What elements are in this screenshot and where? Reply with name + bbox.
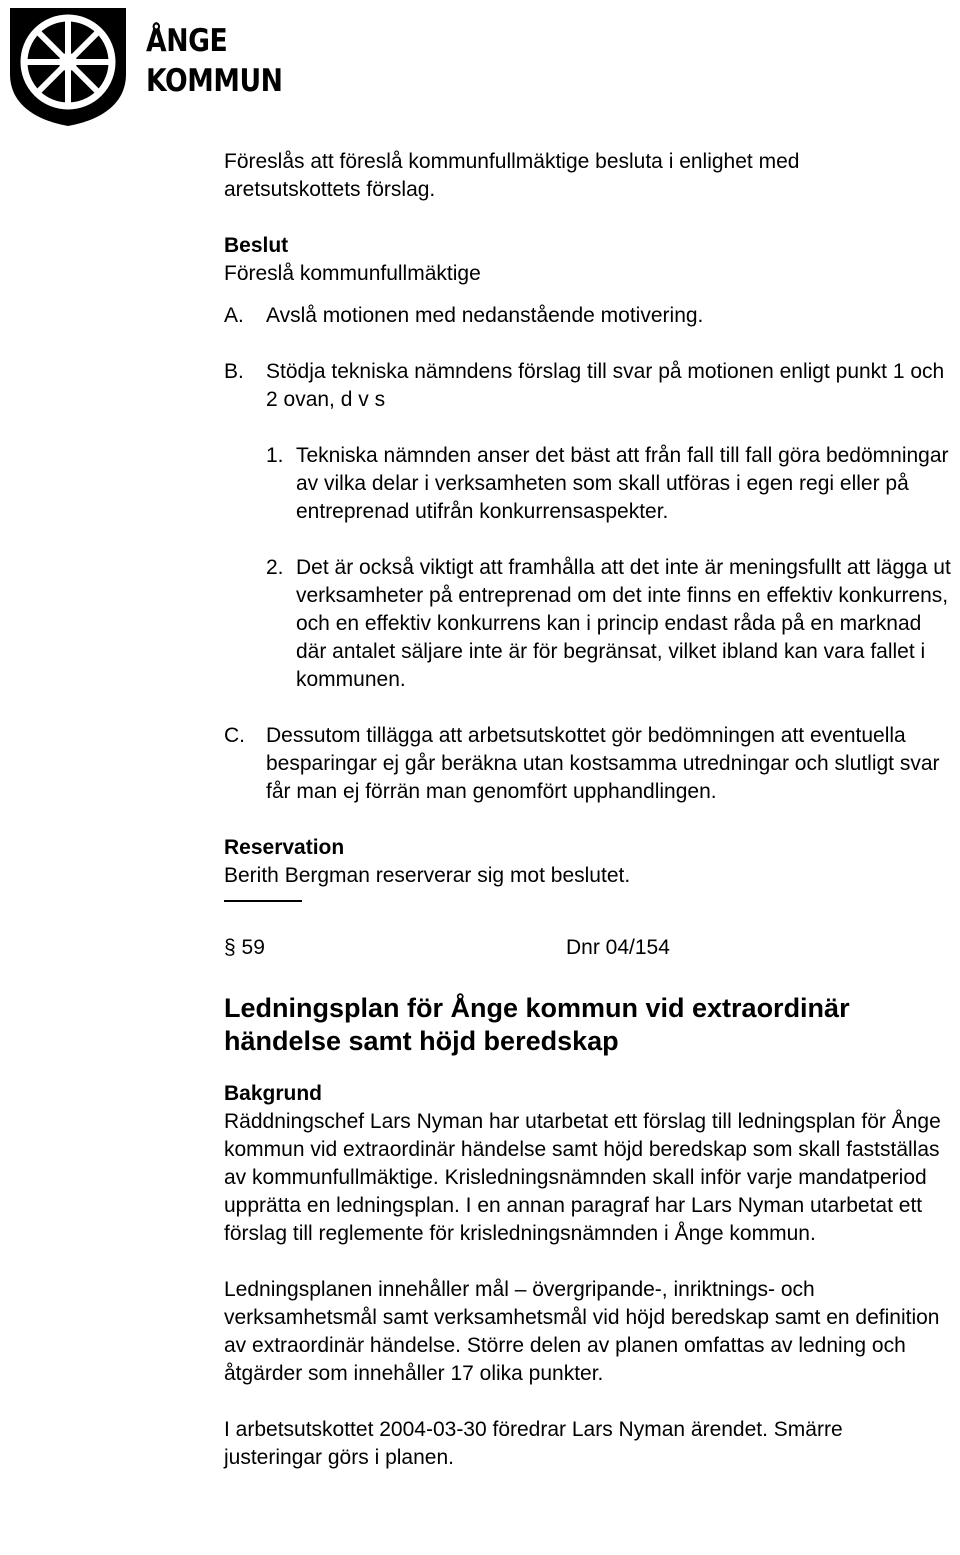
- list-item-1: [266, 442, 956, 526]
- list-label-1: 1.: [266, 444, 284, 467]
- diarienummer: Dnr 04/154: [566, 936, 670, 959]
- list-item-a: [224, 302, 954, 330]
- list-label-c: C.: [224, 724, 245, 747]
- list-label-2: 2.: [266, 556, 284, 579]
- list-text-2: Det är också viktigt att framhålla att det inte är meningsfullt att lägga ut verksamheter på entreprenad om det inte finns en effektiv konkurrens, och en effektiv konkurrens kan i princip endast råda på en marknad där antalet säljare inte är för begränsat, vilket ibland kan vara fallet i kommunen.: [296, 556, 951, 691]
- bakgrund-paragraph-1: Räddningschef Lars Nyman har utarbetat ett förslag till ledningsplan för Ånge kommun vid extraordinär händelse samt höjd beredskap som skall fastställas av kommunfullmäktige. Krisledningsnämnden skall inför varje mandatperiod upprätta en ledningsplan. I en annan paragraf har Lars Nyman utarbetat ett förslag till reglemente för krisledningsnämnden i Ånge kommun.: [224, 1110, 941, 1245]
- list-text-a: Avslå motionen med nedanstående motivering.: [266, 304, 704, 327]
- municipality-logo: [6, 4, 283, 126]
- list-item-b: [224, 358, 946, 414]
- bakgrund-paragraph-2: Ledningsplanen innehåller mål – övergripande-, inriktnings- och verksamhetsmål samt verksamhetsmål vid höjd beredskap samt en definition av extraordinär händelse. Större delen av planen omfattas av ledning och åtgärder som innehåller 17 olika punkter.: [224, 1278, 940, 1385]
- section-reference-row: [224, 934, 954, 962]
- beslut-heading: Beslut: [224, 234, 289, 257]
- reservation-text: Berith Bergman reserverar sig mot beslutet.: [224, 864, 631, 887]
- list-item-c: [224, 722, 946, 806]
- logo-text-ange: ÅNGE: [146, 23, 228, 59]
- section-divider: [224, 900, 302, 902]
- list-text-1: Tekniska nämnden anser det bäst att från fall till fall göra bedömningar av vilka delar i verksamheten som skall utföras i egen regi eller på entreprenad utifrån konkurrensaspekter.: [296, 444, 949, 523]
- wheel-emblem-icon: [6, 4, 136, 128]
- list-text-b: Stödja tekniska nämndens förslag till svar på motionen enligt punkt 1 och 2 ovan, d v s: [266, 360, 945, 411]
- list-label-a: A.: [224, 304, 244, 327]
- beslut-lead: Föreslå kommunfullmäktige: [224, 262, 481, 285]
- intro-paragraph: Föreslås att föreslå kommunfullmäktige besluta i enlighet med aretsutskottets förslag.: [224, 150, 800, 201]
- logo-text-kommun: KOMMUN: [146, 63, 283, 99]
- document-body: [224, 148, 954, 1472]
- paragraph-number: § 59: [224, 936, 265, 959]
- reservation-heading: Reservation: [224, 836, 345, 859]
- list-label-b: B.: [224, 360, 244, 383]
- bakgrund-heading: Bakgrund: [224, 1082, 323, 1105]
- section-title: Ledningsplan för Ånge kommun vid extraordinär händelse samt höjd beredskap: [224, 993, 850, 1056]
- bakgrund-paragraph-3: I arbetsutskottet 2004-03-30 föredrar Lars Nyman ärendet. Smärre justeringar görs i planen.: [224, 1418, 843, 1469]
- list-item-2: [266, 554, 956, 694]
- list-text-c: Dessutom tillägga att arbetsutskottet gör bedömningen att eventuella besparingar ej går beräkna utan kostsamma utredningar och slutligt svar får man ej förrän man genomfört upphandlingen.: [266, 724, 940, 803]
